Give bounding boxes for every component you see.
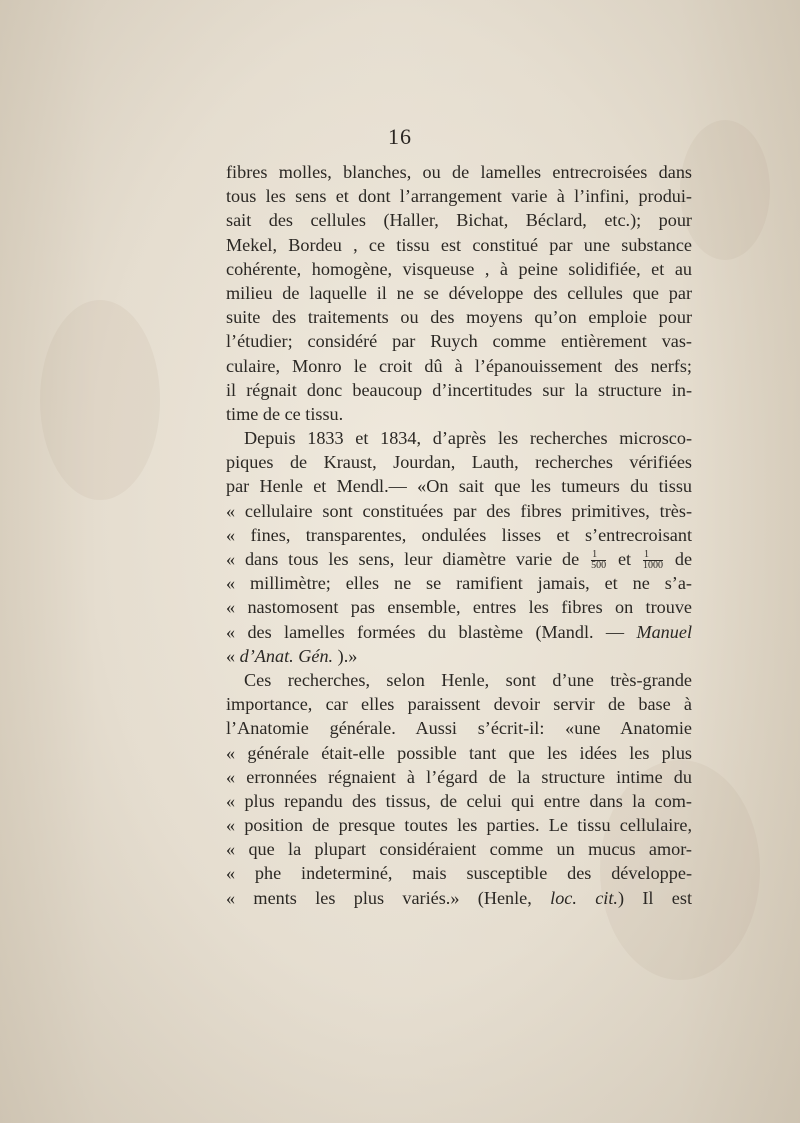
text-line: time de ce tissu. bbox=[226, 403, 344, 424]
text-line: « cellulaire sont constituées par des fibres primitives, très- bbox=[226, 500, 692, 521]
text-line: fibres molles, blanches, ou de lamelles entrecroisées dans bbox=[226, 162, 692, 182]
text-line: « que la plupart considéraient comme un mucus amor- bbox=[226, 839, 692, 860]
text-line: il régnait donc beaucoup d’incertitudes sur la structure in- bbox=[226, 379, 692, 400]
text-line: tous les sens et dont l’arrangement varie à l’infini, produi- bbox=[226, 186, 692, 207]
text-line-with-citation bbox=[226, 620, 692, 644]
text-line: l’Anatomie générale. Aussi s’écrit-il: «une Anatomie bbox=[226, 718, 692, 739]
citation-abbrev: loc. cit. bbox=[550, 887, 618, 908]
text-fragment: et bbox=[617, 549, 632, 569]
text-line: « plus repandu des tissus, de celui qui entre dans la com- bbox=[226, 790, 692, 811]
text-line-with-citation bbox=[226, 886, 692, 910]
text-line: Depuis 1833 et 1834, d’après les recherches microsco- bbox=[244, 428, 692, 449]
fraction-denominator: 500 bbox=[591, 560, 607, 572]
paper-stain bbox=[40, 300, 160, 500]
citation-title: Manuel bbox=[636, 621, 692, 642]
fraction bbox=[591, 550, 606, 571]
fraction bbox=[643, 550, 663, 571]
text-line: cohérente, homogène, visqueuse , à peine solidifiée, et au bbox=[226, 258, 692, 279]
fraction-numerator: 1 bbox=[643, 550, 663, 561]
text-line-with-citation bbox=[226, 644, 692, 668]
text-line: suite des traitements ou des moyens qu’on emploie pour bbox=[226, 307, 692, 328]
text-line: l’étudier; considéré par Ruych comme entièrement vas- bbox=[226, 331, 692, 352]
text-line: « fines, transparentes, ondulées lisses et s’entrecroisant bbox=[226, 524, 692, 545]
text-fragment: « dans tous les sens, leur diamètre varie de bbox=[226, 549, 580, 569]
page-number: 16 bbox=[388, 124, 412, 149]
text-fragment: « bbox=[226, 645, 240, 666]
text-line: par Henle et Mendl.— «On sait que les tumeurs du tissu bbox=[226, 476, 692, 497]
text-fragment: ) Il est bbox=[617, 887, 692, 908]
text-line: sait des cellules (Haller, Bichat, Béclard, etc.); pour bbox=[226, 210, 692, 231]
text-line: Ces recherches, selon Henle, sont d’une très-grande bbox=[244, 669, 692, 690]
text-line: milieu de laquelle il ne se développe des cellules que par bbox=[226, 282, 692, 303]
body-text bbox=[226, 160, 692, 910]
text-line: culaire, Monro le croit dû à l’épanouissement des nerfs; bbox=[226, 355, 692, 376]
fraction-denominator: 1000 bbox=[642, 560, 663, 572]
text-line: « erronnées régnaient à l’égard de la structure intime du bbox=[226, 766, 692, 787]
text-line: importance, car elles paraissent devoir servir de base à bbox=[226, 694, 692, 715]
text-line: Mekel, Bordeu , ce tissu est constitué par une substance bbox=[226, 234, 692, 255]
text-line: « millimètre; elles ne se ramifient jamais, et ne s’a- bbox=[226, 573, 692, 594]
text-fragment: ).» bbox=[333, 645, 358, 666]
text-line: « nastomosent pas ensemble, entres les fibres on trouve bbox=[226, 597, 692, 618]
text-line: piques de Kraust, Jourdan, Lauth, recherches vérifiées bbox=[226, 452, 692, 473]
text-line: « générale était-elle possible tant que les idées les plus bbox=[226, 742, 692, 763]
text-fragment: « des lamelles formées du blastème (Mandl. — bbox=[226, 621, 637, 642]
text-fragment: de bbox=[674, 549, 693, 569]
text-line: « phe indeterminé, mais susceptible des développe- bbox=[226, 863, 692, 884]
fraction-numerator: 1 bbox=[591, 550, 606, 561]
text-line: « position de presque toutes les parties. Le tissu cellulaire, bbox=[226, 815, 692, 836]
text-line-with-fractions bbox=[226, 547, 692, 571]
text-fragment: « ments les plus variés.» (Henle, bbox=[226, 887, 551, 908]
citation-title: d’Anat. Gén. bbox=[239, 645, 334, 666]
